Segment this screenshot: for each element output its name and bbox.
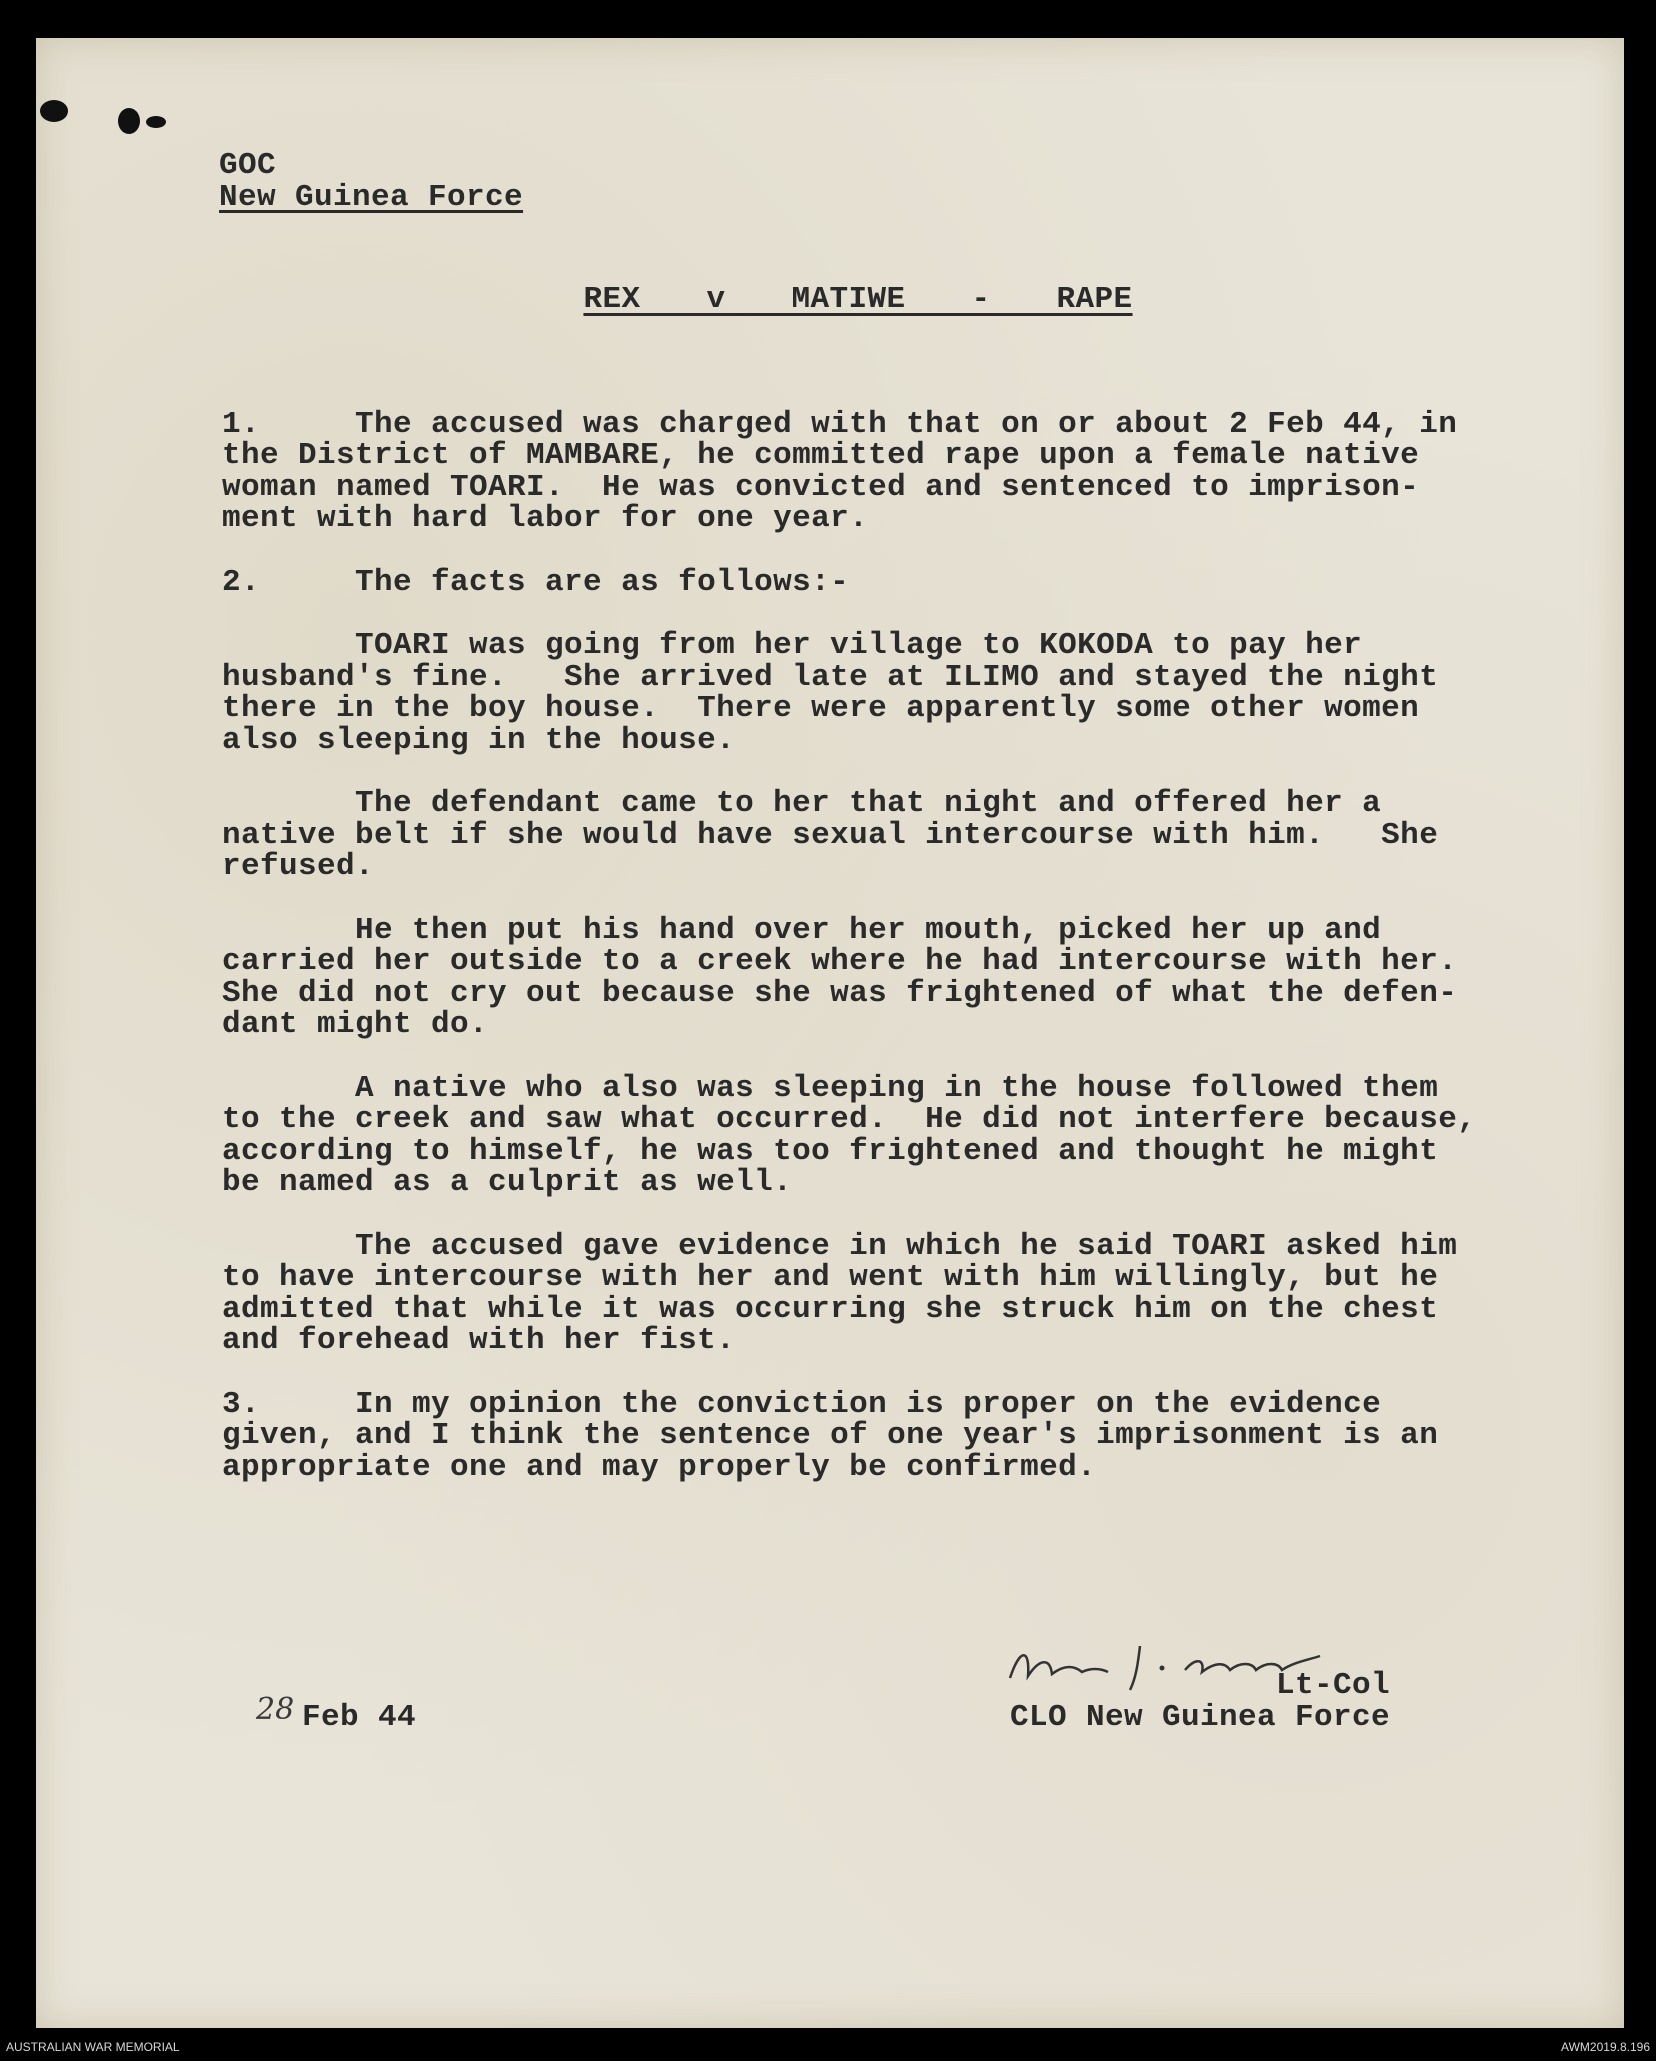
recipient-line: New Guinea Force xyxy=(219,180,524,215)
paragraph: 2. The facts are as follows:- xyxy=(222,564,850,600)
paragraph: The defendant came to her that night and offered her a native belt if she would have sexual intercourse with him. She refused. xyxy=(222,786,1439,884)
document-title: REX v MATIWE - RAPE xyxy=(583,282,1133,317)
recipient-line: GOC xyxy=(219,148,277,183)
paragraph: A native who also was sleeping in the house followed them to the creek and saw what occurred. He did not interfere because, according to himself, he was too frightened and thought he might be named as a culprit as well. xyxy=(222,1070,1477,1200)
archive-reference: AWM2019.8.196 xyxy=(1561,2040,1650,2054)
signatory-position: CLO New Guinea Force xyxy=(1009,1700,1390,1735)
document-date: Feb 44 xyxy=(302,1700,417,1735)
paragraph: The accused gave evidence in which he said TOARI asked him to have intercourse with her and went with him willingly, but he admitted that while it was occurring she struck him on the chest and forehead with her fist. xyxy=(222,1228,1458,1358)
signatory-rank: Lt-Col xyxy=(1275,1668,1390,1703)
paper-damage xyxy=(146,116,166,128)
paragraph: He then put his hand over her mouth, picked her up and carried her outside to a creek where he had intercourse with her. She did not cry out because she was frightened of what the defen- dant might do. xyxy=(222,912,1458,1042)
signature-block xyxy=(1000,1670,1390,1734)
handwritten-day: 28 xyxy=(256,1692,295,1727)
archive-credit: AUSTRALIAN WAR MEMORIAL xyxy=(6,2040,180,2054)
paper-damage xyxy=(40,100,68,122)
document-body xyxy=(222,377,1476,1515)
recipient-address xyxy=(219,150,523,214)
paper-damage xyxy=(118,108,140,134)
paragraph: 1. The accused was charged with that on or about 2 Feb 44, in the District of MAMBARE, he committed rape upon a female native woman named TOARI. He was convicted and sentenced to imprison- ment with hard labor for one year. xyxy=(222,406,1458,536)
paragraph: TOARI was going from her village to KOKODA to pay her husband's fine. She arrived late at ILIMO and stayed the night there in the boy house. There were apparently some other women also sleeping in the house. xyxy=(222,628,1439,758)
paragraph: 3. In my opinion the conviction is proper on the evidence given, and I think the sentence of one year's imprisonment is an appropriate one and may properly be confirmed. xyxy=(222,1386,1439,1485)
